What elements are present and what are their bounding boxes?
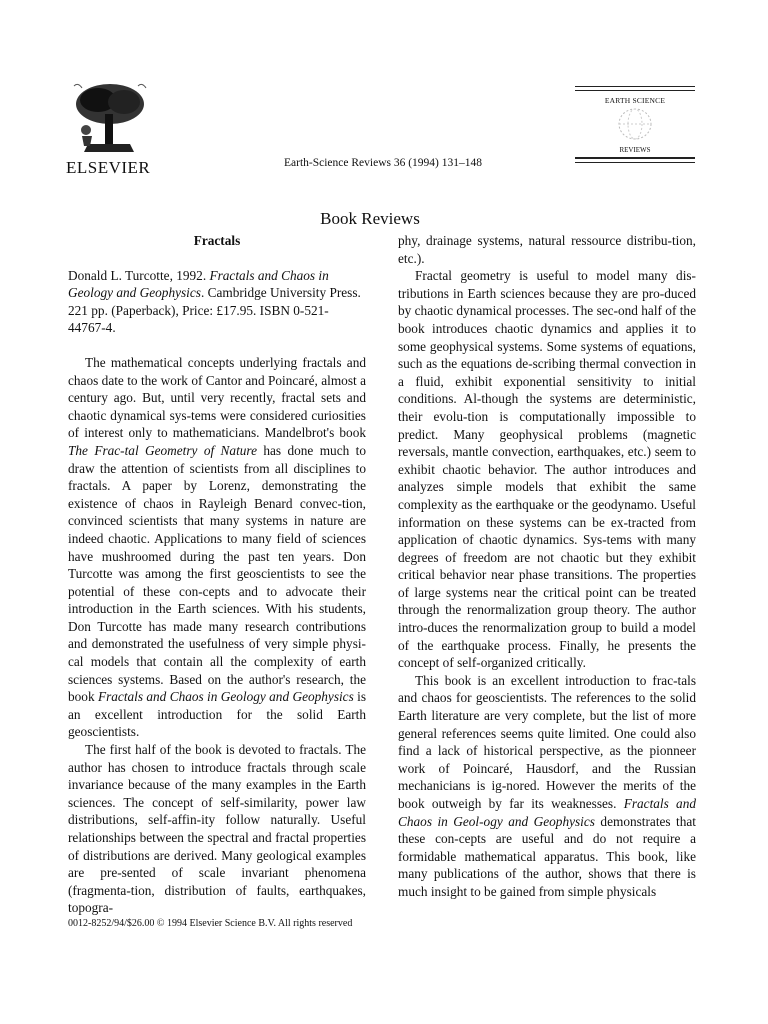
paragraph-4 xyxy=(398,672,696,901)
elsevier-tree-icon xyxy=(68,80,150,154)
journal-logo-subtitle: REVIEWS xyxy=(619,146,651,154)
left-column xyxy=(68,232,366,917)
paragraph-1-text-a: The mathematical concepts underlying fractals and chaos date to the work of Cantor and Poincaré, almost a century ago. But, until very recently, fractal sets and chaotic dynamical sys-tems were considered curiosities of interest only to mathematicians. Mandelbrot's book xyxy=(68,354,366,441)
citation-author: Donald L. Turcotte, 1992. xyxy=(68,267,210,283)
paragraph-4-text-b: demonstrates that these con-cepts are useful and do not require a formidable mathematical apparatus. This book, like many publications of the author, shows that there is much insight to be gained from simple physicals xyxy=(398,813,696,899)
journal-logo-top-rule xyxy=(575,86,695,91)
section-heading: Book Reviews xyxy=(320,209,420,228)
journal-logo-bottom-rule xyxy=(575,157,695,163)
journal-reference: Earth-Science Reviews 36 (1994) 131–148 xyxy=(284,157,483,169)
publisher-logo xyxy=(66,80,156,177)
citation-details: . Cambridge University Press. 221 pp. (Paperback), Price: £17.95. ISBN 0-521-44767-4. xyxy=(68,285,361,336)
journal-logo-title: EARTH SCIENCE xyxy=(604,96,666,105)
copyright-footer: 0012-8252/94/$26.00 © 1994 Elsevier Science B.V. All rights reserved xyxy=(68,918,353,929)
publisher-name: ELSEVIER xyxy=(66,158,151,177)
globe-icon xyxy=(600,106,670,142)
review-title: Fractals xyxy=(193,233,241,248)
paragraph-3: Fractal geometry is useful to model many dis-tributions in Earth sciences because they are pro-duced by chaotic dynamical processes. The sec-ond half of the book introduces chaotic dynamics and applies it to some geophysical systems. Some systems of equations, such as the equations de-scribing thermal convection in a fluid, exhibit exponential sensitivity to initial conditions. Al-though the systems are deterministic, their evolu-tion is computationally impossible to predict. Many geophysical problems (magnetic reversals, mantle convection, earthquakes, etc.) seem to exhibit chaotic behavior. The author introduces and analyzes simple models that exhibit the same complexity as the earthquake or the geodynamo. Useful information on these systems can be ex-tracted from application of chaotic dynamics. Sys-tems with many degrees of freedom are not chaotic but they exhibit critical behavior near phase transitions. The properties of large systems near the critical point can be treated through the renormalization group theory. The author intro-duces the renormalization group to build a model of the earthquake process. Finally, he presents the concept of self-organized critically. xyxy=(398,268,696,671)
journal-logo xyxy=(575,86,695,168)
paragraph-2: The first half of the book is devoted to fractals. The author has chosen to introduce fractals through scale invariance because of the many examples in the Earth sciences. The concept of self-similarity, power law distributions, self-affin-ity follow naturally. Useful relationships between the spectral and fractal properties of distributions are derived. Many geological examples are pre-sented of scale invariant phenomena (fragmenta-tion, distribution of faults, earthquakes, topogra- xyxy=(68,742,366,916)
paragraph-1-book-2: Fractals and Chaos in Geology and Geophysics xyxy=(97,689,354,705)
paragraph-1-text-c: is an excellent introduction for the solid Earth geoscientists. xyxy=(68,689,366,740)
paragraph-1-book: The Frac-tal Geometry of Nature xyxy=(68,442,257,458)
paragraph-4-book: Fractals and Chaos in Geol-ogy and Geophysics xyxy=(398,796,696,829)
right-column xyxy=(398,232,696,901)
citation-book-title: Fractals and Chaos in Geology and Geophysics xyxy=(68,267,329,301)
paragraph-1-text-b: has done much to draw the attention of scientists from all disciplines to fractals. A paper by Lorenz, demonstrating the existence of chaos in Rayleigh Benard convec-tion, convinced scientists that many systems in nature are indeed chaotic. Applications to many field of sciences have mushroomed during the past ten years. Don Turcotte was among the first geoscientists to see the potential of these con-cepts and to advocate their introduction in the Earth sciences. With his students, Don Turcotte has made many research contributions and demonstrated the usefulness of very simple physi-cal models that contain all the complexity of earth sciences systems. Based on the author's research, the book xyxy=(68,442,366,705)
paragraph-4-text-a: This book is an excellent introduction to frac-tals and chaos for geoscientists. The references to the solid Earth literature are very complete, but the list of more general references seems quite limited. One could also find a lack of historical perspective, as the pionneer work of Poincaré, Hausdorf, and the Russian mechanicians is ig-nored. However the merits of the book outweigh by far its weaknesses. xyxy=(398,672,696,811)
paragraph-2-continued: phy, drainage systems, natural ressource distribu-tion, etc.). xyxy=(398,233,696,266)
paragraph-1 xyxy=(68,354,366,741)
book-citation xyxy=(68,267,366,337)
